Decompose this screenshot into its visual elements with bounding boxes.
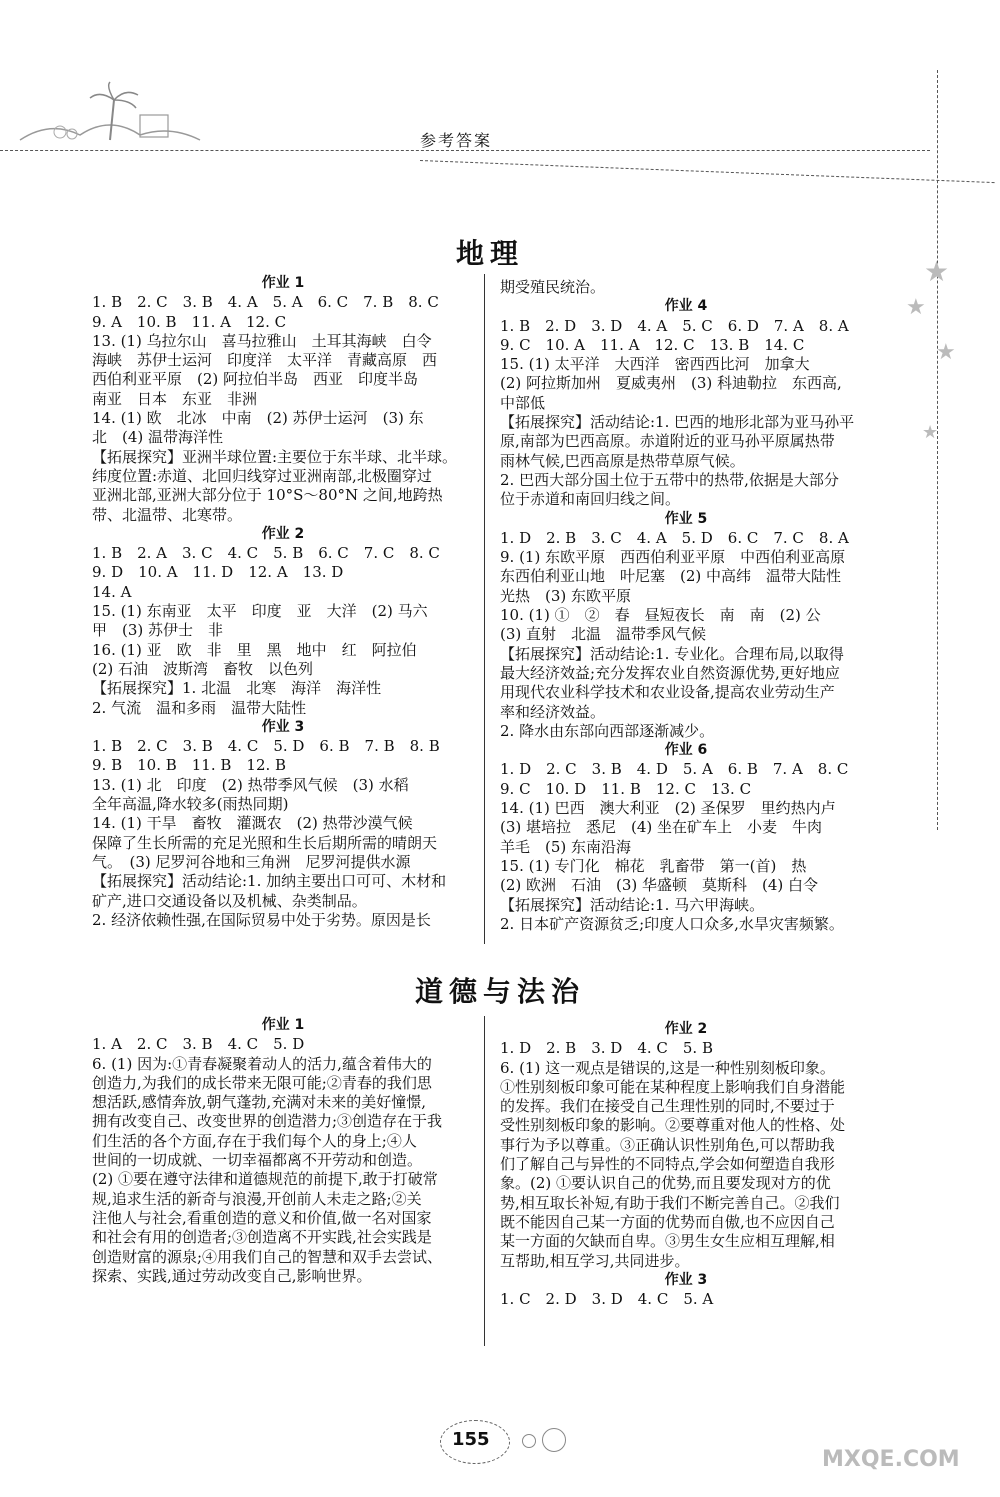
answer-line: 互帮助,相互学习,共同进步。 — [500, 1251, 690, 1270]
answer-line: 14. A — [92, 582, 132, 601]
answer-line: 用现代农业科学技术和农业设备,提高农业劳动生产 — [500, 683, 835, 702]
answer-line: 15. (1) 东南亚 太平 印度 亚 大洋 (2) 马六 — [92, 602, 428, 621]
answer-line: 9. (1) 东欧平原 西西伯利亚平原 中西伯利亚高原 — [500, 548, 846, 567]
morality-right-column — [500, 1020, 872, 1309]
answer-line: 2. 降水由东部向西部逐渐减少。 — [500, 721, 715, 740]
star-icon: ★ — [936, 340, 956, 365]
answer-line: 1. B 2. A 3. C 4. C 5. B 6. C 7. C 8. C — [92, 544, 440, 563]
answer-line: 1. A 2. C 3. B 4. C 5. D — [92, 1035, 305, 1054]
geography-left-column — [92, 274, 474, 930]
right-margin-dashed-line — [937, 70, 938, 830]
answer-line: 2. 经济依赖性强,在国际贸易中处于劣势。原因是长 — [92, 910, 431, 929]
answer-line: 既不能因自己某一方面的优势而自傲,也不应因自己 — [500, 1212, 835, 1231]
answer-line: 拥有改变自己、改变世界的创造潜力;③创造存在于我 — [92, 1112, 443, 1131]
header-dashed-line — [0, 150, 930, 151]
answer-line: (2) 石油 波斯湾 畜牧 以色列 — [92, 659, 314, 678]
answer-line: (3) 直射 北温 温带季风气候 — [500, 625, 707, 644]
answer-line: 2. 巴西大部分国土位于五带中的热带,依据是大部分 — [500, 470, 839, 489]
answer-line: 1. D 2. B 3. D 4. C 5. B — [500, 1039, 713, 1058]
answer-line: 海峡 苏伊士运河 印度洋 太平洋 青藏高原 西 — [92, 351, 438, 370]
answer-line: 矿产,进口交通设备以及机械、杂类制品。 — [92, 891, 367, 910]
answer-line: 北 (4) 温带海洋性 — [92, 428, 224, 447]
answer-line: 【拓展探究】活动结论:1. 加纳主要出口可可、木材和 — [92, 872, 447, 891]
answer-line: 13. (1) 北 印度 (2) 热带季风气候 (3) 水稻 — [92, 775, 409, 794]
answer-line: 想活跃,感情奔放,朝气蓬勃,充满对未来的美好憧憬, — [92, 1093, 427, 1112]
answer-line: 甲 (3) 苏伊士 非 — [92, 621, 224, 640]
star-icon: ★ — [906, 295, 926, 320]
answer-line: 全年高温,降水较多(雨热同期) — [92, 795, 289, 814]
answer-line: 气。 (3) 尼罗河谷地和三角洲 尼罗河提供水源 — [92, 852, 411, 871]
morality-left-column — [92, 1016, 474, 1286]
answer-line: 某一方面的欠缺而自卑。③男生女生应相互理解,相 — [500, 1232, 835, 1251]
answer-line: 羊毛 (5) 东南沿海 — [500, 837, 632, 856]
answer-line: 位于赤道和南回归线之间。 — [500, 490, 681, 509]
answer-line: 1. B 2. C 3. B 4. A 5. A 6. C 7. B 8. C — [92, 293, 439, 312]
watermark-text: MXQE.COM — [822, 1447, 960, 1472]
answer-line: 们生活的各个方面,存在于我们每个人的身上;④人 — [92, 1131, 417, 1150]
answer-line: 2. 日本矿产资源贫乏;印度人口众多,水旱灾害频繁。 — [500, 914, 844, 933]
answer-line: 【拓展探究】活动结论:1. 巴西的地形北部为亚马孙平 — [500, 413, 855, 432]
answer-line: 规,追求生活的新奇与浪漫,开创前人未走之路;②关 — [92, 1189, 422, 1208]
answer-line: (2) 欧洲 石油 (3) 华盛顿 莫斯科 (4) 白令 — [500, 876, 819, 895]
answer-line: 1. D 2. B 3. C 4. A 5. D 6. C 7. C 8. A — [500, 528, 849, 547]
homework-heading: 作业 1 — [261, 275, 305, 291]
answer-line: 雨林气候,巴西高原是热带草原气候。 — [500, 451, 745, 470]
decor-circle-small — [522, 1434, 536, 1448]
homework-heading: 作业 3 — [261, 718, 305, 735]
answer-line: 创造力,为我们的成长带来无限可能;②青春的我们思 — [92, 1073, 432, 1092]
star-icon: ★ — [924, 255, 950, 288]
answer-line: 带、北温带、北寒带。 — [92, 505, 243, 524]
answer-line: ①性别刻板印象可能在某种程度上影响我们自身潜能 — [500, 1077, 846, 1096]
answer-line: 的发挥。我们在接受自己生理性别的同时,不要过于 — [500, 1097, 835, 1116]
answer-line: 纬度位置:赤道、北回归线穿过亚洲南部,北极圈穿过 — [92, 466, 432, 485]
answer-line: 9. C 10. D 11. B 12. C 13. C — [500, 779, 752, 798]
answer-line: 1. B 2. C 3. B 4. C 5. D 6. B 7. B 8. B — [92, 737, 440, 756]
column-divider-2 — [484, 1016, 485, 1346]
answer-line: 势,相互取长补短,有助于我们不断完善自己。②我们 — [500, 1193, 840, 1212]
answer-line: 光热 (3) 东欧平原 — [500, 586, 632, 605]
answer-line: 和社会有用的创造者;③创造离不开实践,社会实践是 — [92, 1228, 432, 1247]
answer-line: 9. D 10. A 11. D 12. A 13. D — [92, 563, 344, 582]
answer-line: 们了解自己与异性的不同特点,学会如何塑造自我形 — [500, 1155, 835, 1174]
answer-line: 保障了生长所需的充足光照和生长后期所需的晴朗天 — [92, 833, 438, 852]
answer-line: 14. (1) 巴西 澳大利亚 (2) 圣保罗 里约热内卢 — [500, 799, 836, 818]
answer-line: 东西伯利亚山地 叶尼塞 (2) 中高纬 温带大陆性 — [500, 567, 842, 586]
answer-line: 9. B 10. B 11. B 12. B — [92, 756, 287, 775]
answer-line: 中部低 — [500, 393, 546, 412]
answer-line: 16. (1) 亚 欧 非 里 黑 地中 红 阿拉伯 — [92, 640, 417, 659]
answer-line: 率和经济效益。 — [500, 702, 606, 721]
answer-line: 最大经济效益;充分发挥农业自然资源优势,更好地应 — [500, 663, 840, 682]
header-dashed-line-2 — [420, 160, 995, 183]
homework-heading: 作业 3 — [664, 1271, 708, 1288]
answer-line: 期受殖民统治。 — [500, 278, 606, 296]
homework-heading: 作业 2 — [664, 1021, 708, 1037]
answer-line: 1. B 2. D 3. D 4. A 5. C 6. D 7. A 8. A — [500, 316, 849, 335]
answer-line: 注他人与社会,看重创造的意义和价值,做一名对国家 — [92, 1208, 432, 1227]
answer-line: 事行为予以尊重。③正确认识性别角色,可以帮助我 — [500, 1135, 835, 1154]
answer-line: 南亚 日本 东亚 非洲 — [92, 389, 258, 408]
geography-title: 地理 — [455, 237, 524, 270]
answer-line: 9. C 10. A 11. A 12. C 13. B 14. C — [500, 335, 805, 354]
answer-line: 9. A 10. B 11. A 12. C — [92, 312, 287, 331]
homework-heading: 作业 1 — [261, 1017, 305, 1033]
answer-line: 【拓展探究】活动结论:1. 专业化。合理布局,以取得 — [500, 644, 844, 663]
homework-heading: 作业 2 — [261, 525, 305, 542]
answer-line: 10. (1) ① ② 春 昼短夜长 南 南 (2) 公 — [500, 606, 821, 625]
page-number: 155 — [452, 1429, 490, 1450]
homework-heading: 作业 5 — [664, 510, 708, 527]
column-divider — [484, 274, 485, 944]
answer-line: 6. (1) 因为:①青春凝聚着动人的活力,蕴含着伟大的 — [92, 1054, 432, 1073]
answer-line: (2) 阿拉斯加州 夏威夷州 (3) 科迪勒拉 东西高, — [500, 374, 842, 393]
answer-line: 【拓展探究】1. 北温 北寒 海洋 海洋性 — [92, 679, 382, 698]
answer-line: 世间的一切成就、一切幸福都离不开劳动和创造。 — [92, 1151, 423, 1170]
answer-line: 15. (1) 专门化 棉花 乳畜带 第一(首) 热 — [500, 856, 807, 875]
answer-line: 【拓展探究】亚洲半球位置:主要位于东半球、北半球。 — [92, 447, 458, 466]
answer-line: 14. (1) 干旱 畜牧 灌溉农 (2) 热带沙漠气候 — [92, 814, 413, 833]
answer-line: 15. (1) 太平洋 大西洋 密西西比河 加拿大 — [500, 355, 810, 374]
answer-line: (3) 堪培拉 悉尼 (4) 坐在矿车上 小麦 牛肉 — [500, 818, 823, 837]
answer-line: 象。(2) ①要认识自己的优势,而且要发现对方的优 — [500, 1174, 831, 1193]
answer-line: 1. C 2. D 3. D 4. C 5. A — [500, 1290, 714, 1309]
answer-line: 【拓展探究】活动结论:1. 马六甲海峡。 — [500, 895, 765, 914]
answer-line: 原,南部为巴西高原。赤道附近的亚马孙平原属热带 — [500, 432, 835, 451]
answer-line: 亚洲北部,亚洲大部分位于 10°S～80°N 之间,地跨热 — [92, 486, 443, 505]
star-icon: ★ — [922, 422, 939, 443]
answer-line: 西伯利亚平原 (2) 阿拉伯半岛 西亚 印度半岛 — [92, 370, 419, 389]
answer-line: 14. (1) 欧 北冰 中南 (2) 苏伊士运河 (3) 东 — [92, 409, 424, 428]
answer-line: 1. D 2. C 3. B 4. D 5. A 6. B 7. A 8. C — [500, 760, 849, 779]
answer-line: 6. (1) 这一观点是错误的,这是一种性别刻板印象。 — [500, 1058, 835, 1077]
homework-heading: 作业 6 — [664, 742, 708, 759]
morality-law-title: 道德与法治 — [414, 975, 585, 1008]
geography-right-column — [500, 278, 872, 934]
answer-line: 探索、实践,通过劳动改变自己,影响世界。 — [92, 1266, 372, 1285]
answer-line: 13. (1) 乌拉尔山 喜马拉雅山 土耳其海峡 白令 — [92, 331, 432, 350]
answer-line: 受性别刻板印象的影响。②要尊重对他人的性格、处 — [500, 1116, 846, 1135]
answer-line: 创造财富的源泉;④用我们自己的智慧和双手去尝试、 — [92, 1247, 443, 1266]
homework-heading: 作业 4 — [664, 298, 708, 315]
header-title: 参考答案 — [420, 131, 493, 150]
answer-line: 2. 气流 温和多雨 温带大陆性 — [92, 698, 307, 717]
palm-tree-decoration — [10, 80, 210, 150]
answer-line: (2) ①要在遵守法律和道德规范的前提下,敢于打破常 — [92, 1170, 438, 1189]
decor-circle — [542, 1428, 566, 1452]
